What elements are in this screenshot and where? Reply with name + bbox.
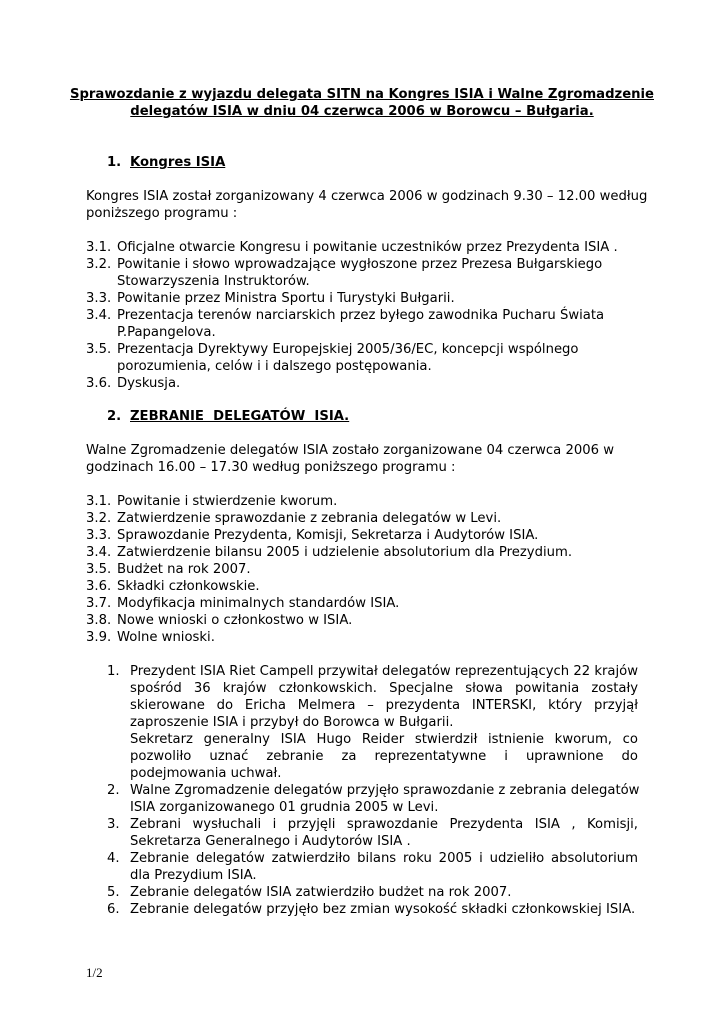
resolution-line: Zebranie delegatów zatwierdziło bilans roku 2005 i udzieliło absolutorium (130, 851, 638, 866)
section-2-heading (107, 408, 349, 425)
section-1-heading (107, 154, 225, 171)
list-item: 3.6. Dyskusja. (86, 376, 181, 391)
section-2-number: 2. (107, 409, 122, 424)
section-2-intro-line-2: godzinach 16.00 – 17.30 według poniższego programu : (86, 460, 456, 475)
list-item-continuation: porozumienia, celów i i dalszego postępowania. (117, 359, 432, 374)
page-number: 1/2 (86, 965, 103, 980)
section-1-intro-line-2: poniższego programu : (86, 206, 238, 221)
resolution-line: skierowane do Ericha Melmera – prezydenta INTERSKI, który przyjął (130, 698, 638, 713)
resolution-number: 3. (107, 817, 120, 832)
resolution-line: spośród 36 krajów członkowskich. Specjalne słowa powitania zostały (130, 681, 638, 696)
section-1-title: Kongres ISIA (130, 155, 226, 170)
list-item: 3.2. Powitanie i słowo wprowadzające wygłoszone przez Prezesa Bułgarskiego (86, 257, 603, 272)
list-item: 3.3. Powitanie przez Ministra Sportu i Turystyki Bułgarii. (86, 291, 455, 306)
resolution-number: 5. (107, 885, 120, 900)
list-item-continuation: Stowarzyszenia Instruktorów. (117, 274, 310, 289)
resolution-line: Prezydent ISIA Riet Campell przywitał delegatów reprezentujących 22 krajów (130, 664, 638, 679)
list-item: 3.7. Modyfikacja minimalnych standardów ISIA. (86, 596, 400, 611)
list-item: 3.1. Oficjalne otwarcie Kongresu i powitanie uczestników przez Prezydenta ISIA . (86, 240, 618, 255)
list-item: 3.4. Zatwierdzenie bilansu 2005 i udzielenie absolutorium dla Prezydium. (86, 545, 573, 560)
document-title (60, 86, 664, 120)
resolution-line: Sekretarza Generalnego i Audytorów ISIA . (130, 834, 411, 849)
list-item: 3.4. Prezentacja terenów narciarskich przez byłego zawodnika Pucharu Świata (86, 308, 605, 323)
list-item: 3.8. Nowe wnioski o członkostwo w ISIA. (86, 613, 353, 628)
resolution-line: dla Prezydium ISIA. (130, 868, 257, 883)
resolution-line: pozwoliło uznać zebranie za reprezentatywne i uprawnione do (130, 749, 638, 764)
resolution-line: Sekretarz generalny ISIA Hugo Reider stwierdził istnienie kworum, co (130, 732, 638, 747)
list-item: 3.9. Wolne wnioski. (86, 630, 215, 645)
list-item-continuation: P.Papangelova. (117, 325, 216, 340)
resolution-line: Zebranie delegatów przyjęło bez zmian wysokość składki członkowskiej ISIA. (130, 902, 636, 917)
section-2-title: ZEBRANIE DELEGATÓW ISIA. (130, 409, 350, 424)
section-1-number: 1. (107, 155, 122, 170)
resolution-number: 4. (107, 851, 120, 866)
resolution-number: 1. (107, 664, 120, 679)
list-item: 3.1. Powitanie i stwierdzenie kworum. (86, 494, 338, 509)
list-item: 3.5. Prezentacja Dyrektywy Europejskiej 2005/36/EC, koncepcji wspólnego (86, 342, 579, 357)
list-item: 3.2. Zatwierdzenie sprawozdanie z zebrania delegatów w Levi. (86, 511, 502, 526)
list-item: 3.6. Składki członkowskie. (86, 579, 260, 594)
section-2-intro-line-1: Walne Zgromadzenie delegatów ISIA zostało zorganizowane 04 czerwca 2006 w (86, 443, 614, 458)
title-line-1: Sprawozdanie z wyjazdu delegata SITN na Kongres ISIA i Walne Zgromadzenie (69, 87, 654, 102)
resolution-line: Walne Zgromadzenie delegatów przyjęło sprawozdanie z zebrania delegatów (130, 783, 640, 798)
list-item: 3.3. Sprawozdanie Prezydenta, Komisji, Sekretarza i Audytorów ISIA. (86, 528, 539, 543)
resolution-line: Zebranie delegatów ISIA zatwierdziło budżet na rok 2007. (130, 885, 512, 900)
title-line-2: delegatów ISIA w dniu 04 czerwca 2006 w Borowcu – Bułgaria. (130, 104, 594, 119)
resolution-line: ISIA zorganizowanego 01 grudnia 2005 w Levi. (130, 800, 439, 815)
resolution-line: podejmowania uchwał. (130, 766, 282, 781)
resolution-line: Zebrani wysłuchali i przyjęli sprawozdanie Prezydenta ISIA , Komisji, (130, 817, 638, 832)
list-item: 3.5. Budżet na rok 2007. (86, 562, 251, 577)
section-1-intro-line-1: Kongres ISIA został zorganizowany 4 czerwca 2006 w godzinach 9.30 – 12.00 według (86, 189, 648, 204)
resolution-number: 2. (107, 783, 120, 798)
resolution-number: 6. (107, 902, 120, 917)
resolution-line: zaproszenie ISIA i przybył do Borowca w Bułgarii. (130, 715, 454, 730)
